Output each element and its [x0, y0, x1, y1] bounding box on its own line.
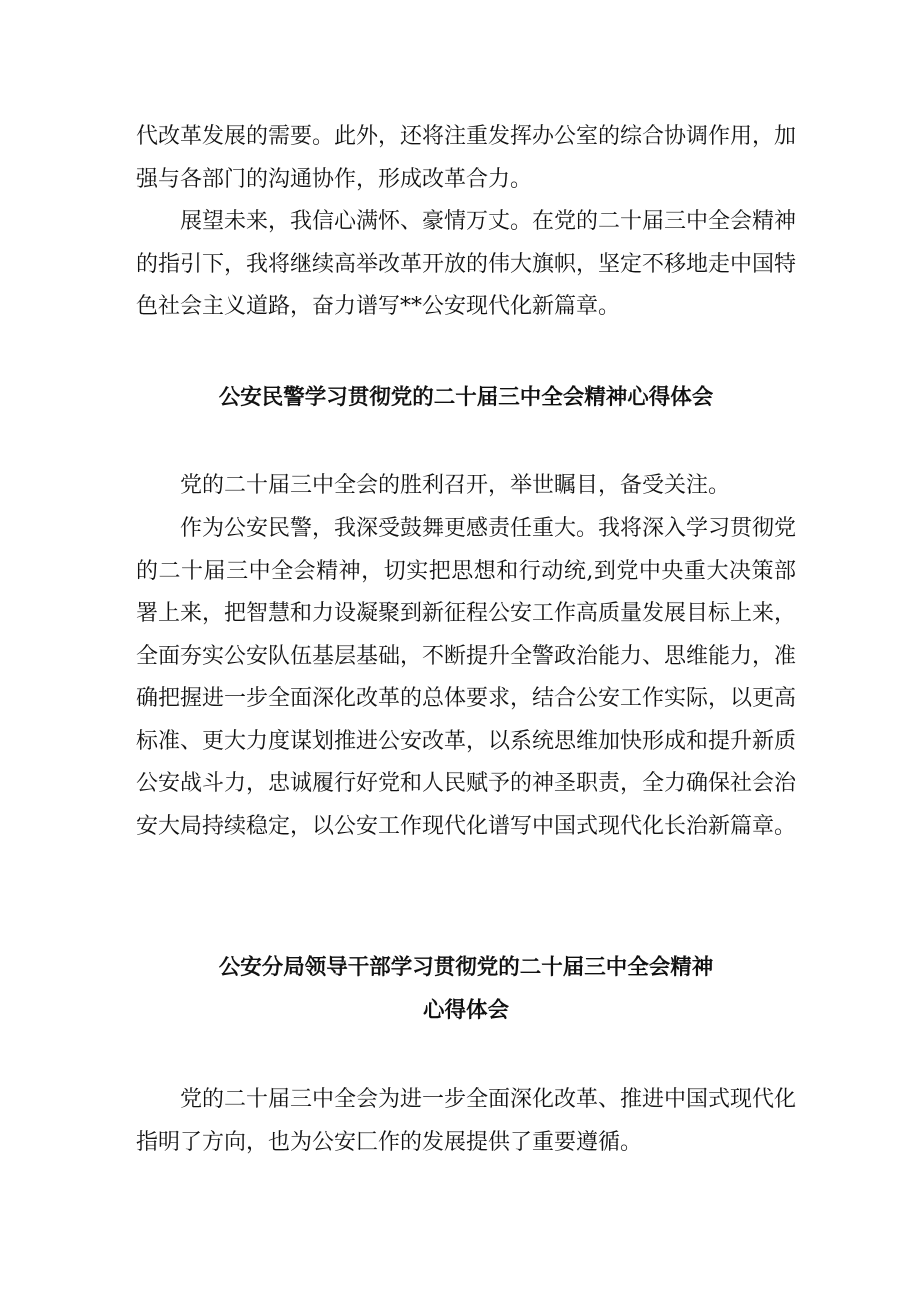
paragraph-outlook: 展望未来，我信心满怀、豪情万丈。在党的二十届三中全会精神的指引下，我将继续高举改革开放的伟大旗帜，坚定不移地走中国特色社会主义道路，奋力谱写**公安现代化新篇章。	[136, 209, 797, 319]
section-title-police: 公安民警学习贯彻党的二十届三中全会精神心得体会	[218, 385, 714, 410]
paragraph-police-commitment: 作为公安民警，我深受鼓舞更感责任重大。我将深入学习贯彻党的二十届三中全会精神，切实把思想和行动统,到党中央重大决策部署上来，把智慧和力设凝聚到新征程公安工作高质量发展目标上来，全面夯实公安队伍基层基础，不断提升全警政治能力、思维能力，准确把握进一步全面深化改革的总体要求，结合公安工作实际，以更高标准、更大力度谋划推进公安改革，以系统思维加快形成和提升新质公安战斗力，忠诚履行好党和人民赋予的神圣职责，全力确保社会治安大局持续稳定，以公安工作现代化谱写中国式现代化长治新篇章。	[136, 516, 797, 839]
section-title-leaders-line1: 公安分局领导干部学习贯彻党的二十届三中全会精神	[218, 955, 714, 980]
paragraph-plenum-opening: 党的二十届三中全会的胜利召开，举世瞩目，备受关注。	[180, 473, 731, 498]
paragraph-reform-direction: 党的二十届三中全会为进一步全面深化改革、推进中国式现代化指明了方向，也为公安匚作的发展提供了重要遵循。	[136, 1087, 797, 1155]
paragraph-continuation: 代改革发展的需要。此外，还将注重发挥办公室的综合协调作用，加强与各部门的沟通协作，形成改革合力。	[136, 124, 797, 192]
section-title-leaders-line2: 心得体会	[422, 998, 509, 1023]
